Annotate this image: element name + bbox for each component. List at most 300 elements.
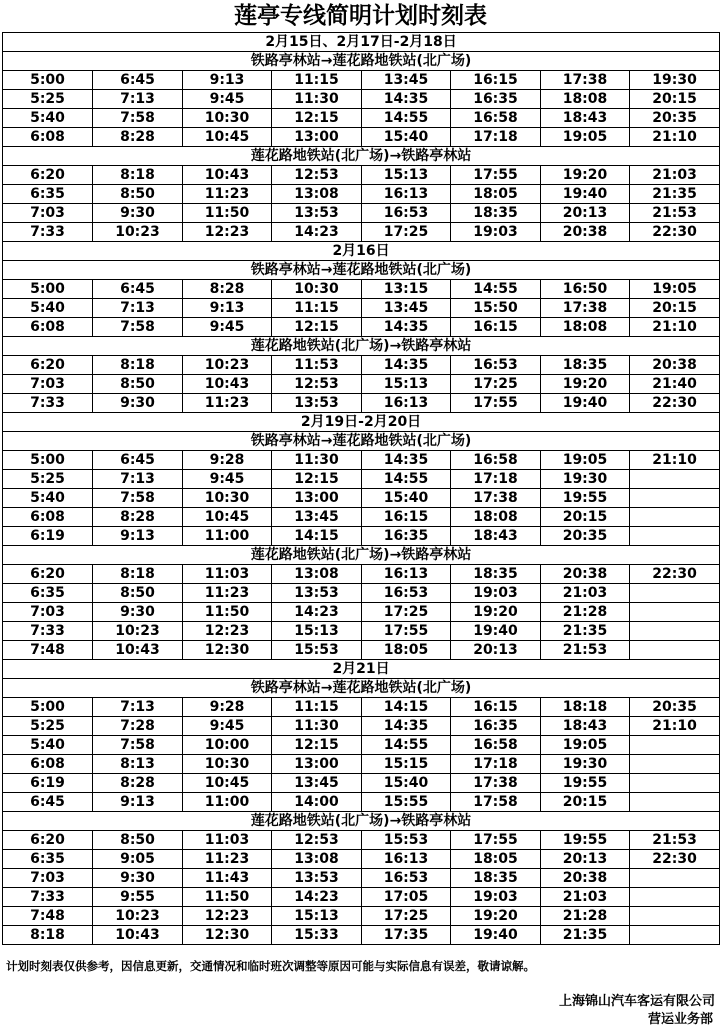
departure-time-cell: 12:23 — [183, 223, 272, 242]
departure-time-cell: 12:30 — [183, 641, 272, 660]
departure-time-cell: 15:13 — [272, 907, 362, 926]
departure-time-cell: 21:35 — [541, 926, 630, 945]
departure-time-cell: 18:08 — [541, 90, 630, 109]
departure-time-cell: 9:30 — [93, 394, 183, 413]
departure-time-cell: 9:30 — [93, 603, 183, 622]
table-row — [3, 223, 720, 242]
departure-time-cell: 19:05 — [541, 451, 630, 470]
departure-time-cell: 19:30 — [541, 470, 630, 489]
departure-time-cell: 10:23 — [93, 907, 183, 926]
departure-time-cell: 14:55 — [451, 280, 541, 299]
departure-time-cell: 20:15 — [630, 90, 720, 109]
table-row — [3, 318, 720, 337]
departure-time-cell: 19:20 — [541, 166, 630, 185]
departure-time-cell: 16:35 — [451, 90, 541, 109]
departure-time-cell: 20:13 — [541, 204, 630, 223]
departure-time-cell: 6:35 — [3, 584, 93, 603]
table-row — [3, 451, 720, 470]
departure-time-cell: 10:30 — [183, 755, 272, 774]
table-row — [3, 166, 720, 185]
table-row — [3, 755, 720, 774]
direction-header-row — [3, 147, 720, 166]
departure-time-cell: 6:19 — [3, 527, 93, 546]
departure-time-cell: 20:35 — [630, 109, 720, 128]
departure-time-cell: 16:13 — [362, 850, 451, 869]
departure-time-cell — [630, 470, 720, 489]
departure-time-cell: 16:13 — [362, 185, 451, 204]
departure-time-cell: 17:25 — [362, 223, 451, 242]
departure-time-cell: 8:50 — [93, 375, 183, 394]
departure-time-cell: 9:30 — [93, 204, 183, 223]
departure-time-cell: 21:03 — [541, 584, 630, 603]
departure-time-cell: 6:19 — [3, 774, 93, 793]
departure-time-cell: 19:20 — [541, 375, 630, 394]
table-row — [3, 109, 720, 128]
table-row — [3, 603, 720, 622]
date-header-row — [3, 413, 720, 432]
departure-time-cell: 7:13 — [93, 299, 183, 318]
departure-time-cell: 14:15 — [272, 527, 362, 546]
departure-time-cell: 19:05 — [541, 736, 630, 755]
departure-time-cell: 11:30 — [272, 90, 362, 109]
departure-time-cell — [630, 508, 720, 527]
departure-time-cell — [630, 888, 720, 907]
departure-time-cell: 20:38 — [541, 565, 630, 584]
departure-time-cell: 12:15 — [272, 109, 362, 128]
departure-time-cell: 16:35 — [451, 717, 541, 736]
departure-time-cell: 12:23 — [183, 907, 272, 926]
table-row — [3, 736, 720, 755]
departure-time-cell: 6:20 — [3, 166, 93, 185]
departure-time-cell: 18:05 — [451, 850, 541, 869]
departure-time-cell: 16:15 — [451, 71, 541, 90]
departure-time-cell: 17:25 — [451, 375, 541, 394]
departure-time-cell: 21:53 — [630, 831, 720, 850]
table-row — [3, 185, 720, 204]
departure-time-cell: 15:50 — [451, 299, 541, 318]
departure-time-cell: 22:30 — [630, 223, 720, 242]
table-row — [3, 774, 720, 793]
departure-time-cell: 9:13 — [93, 527, 183, 546]
departure-time-cell: 6:20 — [3, 831, 93, 850]
departure-time-cell: 17:38 — [451, 489, 541, 508]
departure-time-cell: 9:13 — [93, 793, 183, 812]
departure-time-cell: 6:08 — [3, 318, 93, 337]
departure-time-cell: 12:15 — [272, 736, 362, 755]
departure-time-cell: 20:35 — [541, 527, 630, 546]
departure-time-cell: 7:13 — [93, 90, 183, 109]
departure-time-cell: 22:30 — [630, 850, 720, 869]
departure-time-cell: 16:58 — [451, 736, 541, 755]
table-row — [3, 850, 720, 869]
departure-time-cell: 18:05 — [362, 641, 451, 660]
departure-time-cell: 9:45 — [183, 318, 272, 337]
departure-time-cell: 7:13 — [93, 470, 183, 489]
departure-time-cell: 17:38 — [541, 71, 630, 90]
departure-time-cell: 16:58 — [451, 451, 541, 470]
departure-time-cell: 15:55 — [362, 793, 451, 812]
direction-header-row — [3, 261, 720, 280]
departure-time-cell: 10:45 — [183, 128, 272, 147]
departure-time-cell: 20:38 — [630, 356, 720, 375]
departure-time-cell: 14:23 — [272, 603, 362, 622]
table-row — [3, 622, 720, 641]
departure-time-cell: 21:53 — [630, 204, 720, 223]
departure-time-cell: 17:55 — [451, 166, 541, 185]
table-row — [3, 489, 720, 508]
departure-time-cell: 17:05 — [362, 888, 451, 907]
departure-time-cell — [630, 793, 720, 812]
departure-time-cell: 7:03 — [3, 869, 93, 888]
departure-time-cell: 17:55 — [451, 831, 541, 850]
date-header: 2月15日、2月17日-2月18日 — [3, 33, 720, 52]
departure-time-cell: 9:30 — [93, 869, 183, 888]
departure-time-cell: 7:48 — [3, 907, 93, 926]
departure-time-cell: 19:03 — [451, 888, 541, 907]
table-row — [3, 280, 720, 299]
departure-time-cell: 20:13 — [541, 850, 630, 869]
departure-time-cell: 5:00 — [3, 451, 93, 470]
departure-time-cell: 11:53 — [272, 356, 362, 375]
departure-time-cell: 9:28 — [183, 698, 272, 717]
timetable — [2, 32, 720, 945]
departure-time-cell: 5:40 — [3, 299, 93, 318]
departure-time-cell — [630, 603, 720, 622]
direction-header-row — [3, 432, 720, 451]
departure-time-cell: 16:15 — [451, 318, 541, 337]
table-row — [3, 698, 720, 717]
direction-header: 莲花路地铁站(北广场)→铁路亭林站 — [3, 546, 720, 565]
departure-time-cell: 12:53 — [272, 831, 362, 850]
departure-time-cell: 19:40 — [541, 185, 630, 204]
departure-time-cell: 11:23 — [183, 185, 272, 204]
disclaimer-note: 计划时刻表仅供参考，因信息更新，交通情况和临时班次调整等原因可能与实际信息有误差，敬请谅解。 — [6, 959, 535, 973]
departure-time-cell: 14:35 — [362, 318, 451, 337]
departure-time-cell: 19:20 — [451, 907, 541, 926]
direction-header-row — [3, 546, 720, 565]
departure-time-cell: 8:28 — [93, 128, 183, 147]
departure-time-cell: 13:00 — [272, 755, 362, 774]
departure-time-cell: 14:23 — [272, 888, 362, 907]
departure-time-cell: 11:23 — [183, 584, 272, 603]
departure-time-cell: 7:48 — [3, 641, 93, 660]
departure-time-cell: 7:58 — [93, 318, 183, 337]
departure-time-cell: 12:23 — [183, 622, 272, 641]
table-row — [3, 926, 720, 945]
departure-time-cell: 16:13 — [362, 565, 451, 584]
departure-time-cell: 15:15 — [362, 755, 451, 774]
departure-time-cell: 19:30 — [630, 71, 720, 90]
direction-header-row — [3, 337, 720, 356]
departure-time-cell: 13:00 — [272, 128, 362, 147]
departure-time-cell: 14:15 — [362, 698, 451, 717]
departure-time-cell: 16:53 — [362, 869, 451, 888]
departure-time-cell: 13:53 — [272, 204, 362, 223]
table-row — [3, 470, 720, 489]
departure-time-cell — [630, 641, 720, 660]
departure-time-cell: 18:08 — [451, 508, 541, 527]
departure-time-cell: 20:38 — [541, 223, 630, 242]
departure-time-cell — [630, 774, 720, 793]
table-row — [3, 90, 720, 109]
departure-time-cell: 14:55 — [362, 470, 451, 489]
departure-time-cell: 18:43 — [541, 717, 630, 736]
direction-header: 铁路亭林站→莲花路地铁站(北广场) — [3, 679, 720, 698]
departure-time-cell: 19:55 — [541, 831, 630, 850]
departure-time-cell: 17:18 — [451, 128, 541, 147]
departure-time-cell: 19:20 — [451, 603, 541, 622]
departure-time-cell: 7:58 — [93, 109, 183, 128]
departure-time-cell: 10:43 — [93, 926, 183, 945]
departure-time-cell: 10:43 — [183, 166, 272, 185]
departure-time-cell: 7:58 — [93, 736, 183, 755]
departure-time-cell: 13:15 — [362, 280, 451, 299]
departure-time-cell: 19:40 — [541, 394, 630, 413]
departure-time-cell: 19:30 — [541, 755, 630, 774]
departure-time-cell: 17:38 — [541, 299, 630, 318]
departure-time-cell: 11:23 — [183, 394, 272, 413]
date-header-row — [3, 33, 720, 52]
departure-time-cell: 7:13 — [93, 698, 183, 717]
departure-time-cell: 11:30 — [272, 451, 362, 470]
departure-time-cell: 17:38 — [451, 774, 541, 793]
departure-time-cell: 15:40 — [362, 774, 451, 793]
departure-time-cell: 18:08 — [541, 318, 630, 337]
departure-time-cell: 21:10 — [630, 717, 720, 736]
table-row — [3, 375, 720, 394]
departure-time-cell: 21:35 — [541, 622, 630, 641]
departure-time-cell: 16:15 — [451, 698, 541, 717]
departure-time-cell: 14:35 — [362, 90, 451, 109]
departure-time-cell: 13:53 — [272, 394, 362, 413]
departure-time-cell — [630, 869, 720, 888]
departure-time-cell: 15:53 — [362, 831, 451, 850]
departure-time-cell: 11:00 — [183, 793, 272, 812]
departure-time-cell: 14:55 — [362, 736, 451, 755]
departure-time-cell: 21:10 — [630, 318, 720, 337]
departure-time-cell: 18:43 — [451, 527, 541, 546]
departure-time-cell: 18:35 — [541, 356, 630, 375]
departure-time-cell: 17:25 — [362, 603, 451, 622]
departure-time-cell: 15:33 — [272, 926, 362, 945]
departure-time-cell: 17:18 — [451, 470, 541, 489]
departure-time-cell: 9:55 — [93, 888, 183, 907]
departure-time-cell: 12:53 — [272, 375, 362, 394]
departure-time-cell: 12:53 — [272, 166, 362, 185]
departure-time-cell: 12:15 — [272, 470, 362, 489]
departure-time-cell: 5:25 — [3, 717, 93, 736]
table-row — [3, 527, 720, 546]
departure-time-cell: 14:35 — [362, 451, 451, 470]
departure-time-cell: 17:18 — [451, 755, 541, 774]
departure-time-cell: 8:18 — [3, 926, 93, 945]
departure-time-cell: 21:03 — [630, 166, 720, 185]
table-row — [3, 793, 720, 812]
table-row — [3, 204, 720, 223]
departure-time-cell: 9:13 — [183, 299, 272, 318]
departure-time-cell: 21:10 — [630, 451, 720, 470]
departure-time-cell: 14:23 — [272, 223, 362, 242]
page-title: 莲亭专线简明计划时刻表 — [234, 2, 487, 29]
departure-time-cell: 6:45 — [93, 71, 183, 90]
departure-time-cell: 13:45 — [362, 299, 451, 318]
departure-time-cell: 8:28 — [93, 508, 183, 527]
departure-time-cell: 20:15 — [541, 508, 630, 527]
table-row — [3, 394, 720, 413]
departure-time-cell: 17:35 — [362, 926, 451, 945]
departure-time-cell: 7:33 — [3, 888, 93, 907]
departure-time-cell: 17:55 — [362, 622, 451, 641]
departure-time-cell: 9:13 — [183, 71, 272, 90]
departure-time-cell: 5:25 — [3, 90, 93, 109]
direction-header-row — [3, 812, 720, 831]
departure-time-cell: 20:38 — [541, 869, 630, 888]
departure-time-cell: 19:05 — [541, 128, 630, 147]
departure-time-cell: 6:35 — [3, 850, 93, 869]
departure-time-cell: 14:00 — [272, 793, 362, 812]
departure-time-cell: 13:08 — [272, 185, 362, 204]
departure-time-cell: 13:45 — [272, 774, 362, 793]
departure-time-cell: 7:03 — [3, 375, 93, 394]
departure-time-cell — [630, 584, 720, 603]
direction-header-row — [3, 679, 720, 698]
departure-time-cell: 14:35 — [362, 356, 451, 375]
departure-time-cell: 19:55 — [541, 489, 630, 508]
departure-time-cell: 20:15 — [541, 793, 630, 812]
departure-time-cell: 6:20 — [3, 565, 93, 584]
departure-time-cell — [630, 527, 720, 546]
departure-time-cell: 9:45 — [183, 470, 272, 489]
departure-time-cell: 10:23 — [93, 622, 183, 641]
departure-time-cell: 6:20 — [3, 356, 93, 375]
departure-time-cell: 15:13 — [272, 622, 362, 641]
departure-time-cell: 21:28 — [541, 603, 630, 622]
departure-time-cell: 11:15 — [272, 698, 362, 717]
departure-time-cell: 12:30 — [183, 926, 272, 945]
departure-time-cell: 12:15 — [272, 318, 362, 337]
departure-time-cell: 7:33 — [3, 622, 93, 641]
direction-header: 莲花路地铁站(北广场)→铁路亭林站 — [3, 812, 720, 831]
departure-time-cell: 10:45 — [183, 774, 272, 793]
departure-time-cell: 8:18 — [93, 565, 183, 584]
departure-time-cell: 11:50 — [183, 888, 272, 907]
departure-time-cell: 9:28 — [183, 451, 272, 470]
departure-time-cell: 18:35 — [451, 869, 541, 888]
departure-time-cell: 21:28 — [541, 907, 630, 926]
departure-time-cell: 17:55 — [451, 394, 541, 413]
departure-time-cell: 9:45 — [183, 717, 272, 736]
departure-time-cell: 15:40 — [362, 489, 451, 508]
departure-time-cell: 5:40 — [3, 109, 93, 128]
departure-time-cell: 11:15 — [272, 299, 362, 318]
departure-time-cell: 21:03 — [541, 888, 630, 907]
departure-time-cell: 18:43 — [541, 109, 630, 128]
departure-time-cell: 16:53 — [362, 204, 451, 223]
table-row — [3, 907, 720, 926]
departure-time-cell: 19:03 — [451, 584, 541, 603]
departure-time-cell: 11:30 — [272, 717, 362, 736]
departure-time-cell: 15:13 — [362, 375, 451, 394]
table-row — [3, 508, 720, 527]
departure-time-cell: 6:45 — [3, 793, 93, 812]
table-row — [3, 641, 720, 660]
departure-time-cell: 10:00 — [183, 736, 272, 755]
departure-time-cell: 14:55 — [362, 109, 451, 128]
departure-time-cell: 5:00 — [3, 698, 93, 717]
departure-time-cell: 13:00 — [272, 489, 362, 508]
departure-time-cell: 11:03 — [183, 565, 272, 584]
departure-time-cell: 18:18 — [541, 698, 630, 717]
department-name: 营运业务部 — [647, 1012, 713, 1027]
departure-time-cell: 19:55 — [541, 774, 630, 793]
departure-time-cell: 7:03 — [3, 603, 93, 622]
departure-time-cell: 9:05 — [93, 850, 183, 869]
departure-time-cell: 13:53 — [272, 584, 362, 603]
departure-time-cell: 20:15 — [630, 299, 720, 318]
departure-time-cell: 16:35 — [362, 527, 451, 546]
departure-time-cell: 8:50 — [93, 584, 183, 603]
table-row — [3, 71, 720, 90]
departure-time-cell: 20:35 — [630, 698, 720, 717]
departure-time-cell: 17:25 — [362, 907, 451, 926]
table-row — [3, 128, 720, 147]
departure-time-cell: 17:58 — [451, 793, 541, 812]
departure-time-cell: 19:40 — [451, 926, 541, 945]
departure-time-cell: 5:40 — [3, 489, 93, 508]
departure-time-cell: 9:45 — [183, 90, 272, 109]
direction-header: 铁路亭林站→莲花路地铁站(北广场) — [3, 52, 720, 71]
departure-time-cell: 10:30 — [272, 280, 362, 299]
direction-header: 铁路亭林站→莲花路地铁站(北广场) — [3, 432, 720, 451]
departure-time-cell: 19:05 — [630, 280, 720, 299]
departure-time-cell — [630, 736, 720, 755]
departure-time-cell: 6:08 — [3, 128, 93, 147]
departure-time-cell: 13:53 — [272, 869, 362, 888]
departure-time-cell: 16:50 — [541, 280, 630, 299]
table-row — [3, 356, 720, 375]
departure-time-cell: 21:53 — [541, 641, 630, 660]
departure-time-cell: 8:18 — [93, 166, 183, 185]
departure-time-cell: 10:45 — [183, 508, 272, 527]
departure-time-cell: 8:18 — [93, 356, 183, 375]
departure-time-cell: 10:43 — [183, 375, 272, 394]
departure-time-cell: 10:23 — [93, 223, 183, 242]
departure-time-cell: 16:58 — [451, 109, 541, 128]
departure-time-cell: 8:50 — [93, 185, 183, 204]
departure-time-cell: 5:40 — [3, 736, 93, 755]
date-header-row — [3, 660, 720, 679]
departure-time-cell: 11:15 — [272, 71, 362, 90]
departure-time-cell — [630, 622, 720, 641]
departure-time-cell: 15:53 — [272, 641, 362, 660]
date-header-row — [3, 242, 720, 261]
date-header: 2月21日 — [3, 660, 720, 679]
direction-header: 莲花路地铁站(北广场)→铁路亭林站 — [3, 337, 720, 356]
departure-time-cell: 14:35 — [362, 717, 451, 736]
departure-time-cell: 11:50 — [183, 204, 272, 223]
departure-time-cell: 7:58 — [93, 489, 183, 508]
departure-time-cell: 13:08 — [272, 850, 362, 869]
table-row — [3, 869, 720, 888]
table-row — [3, 584, 720, 603]
departure-time-cell: 13:45 — [272, 508, 362, 527]
departure-time-cell: 11:03 — [183, 831, 272, 850]
departure-time-cell: 16:15 — [362, 508, 451, 527]
departure-time-cell: 10:30 — [183, 109, 272, 128]
departure-time-cell: 6:08 — [3, 508, 93, 527]
departure-time-cell: 15:40 — [362, 128, 451, 147]
company-name: 上海锦山汽车客运有限公司 — [558, 994, 715, 1009]
